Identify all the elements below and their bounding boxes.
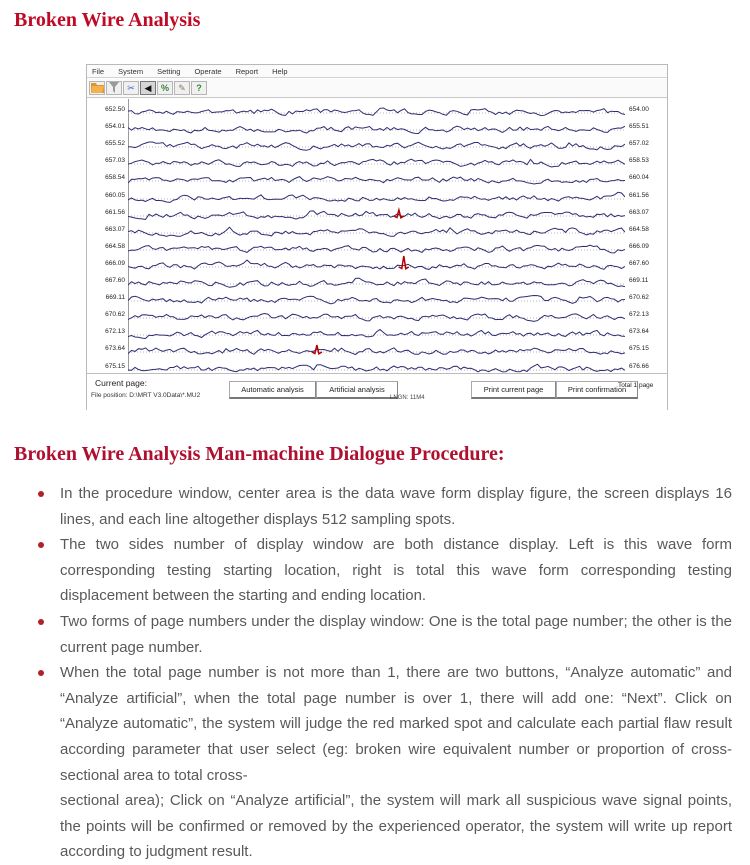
waveform-trace	[128, 169, 625, 186]
help-icon: ?	[196, 83, 202, 93]
toolbar	[87, 79, 667, 98]
end-distance-label: 660.04	[629, 174, 649, 182]
waveform-trace	[128, 238, 625, 255]
scissors-icon: ✂	[127, 83, 135, 93]
toolbar-button-open-folder[interactable]	[89, 81, 105, 95]
waveform-row	[87, 152, 667, 169]
end-distance-label: 670.62	[629, 294, 649, 302]
menu-item-file[interactable]: File	[92, 67, 105, 76]
signal-line	[128, 210, 625, 219]
menu-item-help[interactable]: Help	[272, 67, 288, 76]
red-mark	[394, 210, 404, 218]
waveform-trace	[128, 152, 625, 169]
start-distance-label: 669.11	[105, 294, 125, 302]
back-arrow-icon: ◀	[144, 83, 152, 93]
waveform-row	[87, 255, 667, 272]
signal-line	[128, 177, 625, 184]
signal-line	[128, 126, 625, 133]
toolbar-button-funnel[interactable]	[106, 81, 122, 95]
start-distance-label: 661.56	[105, 208, 125, 216]
toolbar-button-scissors[interactable]	[123, 81, 139, 95]
start-distance-label: 672.13	[105, 328, 125, 336]
waveform-row	[87, 340, 667, 357]
start-distance-label: 660.05	[105, 191, 125, 199]
waveform-row	[87, 187, 667, 204]
end-distance-label: 654.00	[629, 106, 649, 113]
start-distance-label: 655.52	[105, 140, 125, 148]
start-distance-label: 663.07	[105, 225, 125, 233]
waveform-row	[87, 204, 667, 221]
waveform-trace	[128, 101, 625, 118]
waveform-trace	[128, 118, 625, 135]
end-distance-label: 675.15	[629, 345, 649, 353]
waveform-row	[87, 135, 667, 152]
end-distance-label: 655.51	[629, 123, 649, 131]
waveform-display	[87, 99, 667, 373]
waveform-trace	[128, 340, 625, 357]
signal-line	[128, 314, 625, 322]
pen-icon: ✎	[178, 83, 186, 93]
app-window	[86, 64, 668, 410]
toolbar-button-pen[interactable]	[174, 81, 190, 95]
signal-line	[128, 192, 625, 202]
start-distance-label: 658.54	[105, 174, 125, 182]
signal-line	[128, 159, 625, 167]
waveform-trace	[128, 358, 625, 375]
waveform-trace	[128, 221, 625, 238]
signal-line	[128, 330, 625, 339]
start-distance-label: 657.03	[105, 157, 125, 165]
signal-line	[128, 364, 625, 372]
waveform-trace	[128, 306, 625, 323]
status-text: LNGN: 11M4	[390, 395, 425, 401]
menu-item-system[interactable]: System	[118, 67, 144, 76]
signal-line	[128, 260, 625, 269]
menu-item-setting[interactable]: Setting	[157, 67, 181, 76]
start-distance-label: 673.64	[105, 345, 125, 353]
end-distance-label: 673.64	[629, 328, 649, 336]
start-distance-label: 664.58	[105, 242, 125, 250]
waveform-row	[87, 118, 667, 135]
total-pages-label: Total 1 page	[618, 382, 654, 389]
waveform-row	[87, 238, 667, 255]
waveform-trace	[128, 204, 625, 221]
waveform-trace	[128, 272, 625, 289]
waveform-row	[87, 323, 667, 340]
end-distance-label: 664.58	[629, 225, 649, 233]
print-confirmation-button[interactable]: Print confirmation	[556, 381, 638, 399]
menu-bar	[87, 65, 667, 78]
end-distance-label: 676.66	[629, 362, 649, 370]
toolbar-button-percent[interactable]	[157, 81, 173, 95]
percent-icon: %	[160, 83, 169, 93]
signal-line	[128, 227, 625, 236]
end-distance-label: 666.09	[629, 242, 649, 250]
signal-line	[128, 108, 625, 116]
section-heading: Broken Wire Analysis Man-machine Dialogue Procedure:	[14, 443, 505, 465]
page-title: Broken Wire Analysis	[14, 9, 201, 31]
list-item-text: In the procedure window, center area is the data wave form display figure, the screen displays 16 lines, and each line altogether displays 512 sampling spots.	[60, 485, 732, 528]
open-folder-icon	[91, 85, 104, 95]
list-item-text: When the total page number is not more than 1, there are two buttons, “Analyze automatic” and “Analyze artificial”, when the total page number is over 1, there will add one: “Next”. Click on “Analyze automatic”, the system will judge the red marked spot and calculate each partial flaw result according parameter that user select (eg: broken wire equivalent number or proportion of cross-sectional area to total cross-	[60, 664, 732, 784]
waveform-trace	[128, 289, 625, 306]
waveform-row	[87, 101, 667, 118]
start-distance-label: 666.09	[105, 259, 125, 267]
signal-line	[128, 348, 625, 355]
waveform-row	[87, 289, 667, 306]
signal-line	[128, 142, 625, 150]
list-item	[36, 532, 732, 609]
start-distance-label: 654.01	[105, 123, 125, 131]
waveform-trace	[128, 255, 625, 272]
signal-line	[128, 278, 625, 287]
waveform-row	[87, 358, 667, 375]
current-page-label: Current page:	[95, 378, 147, 388]
waveform-row	[87, 169, 667, 186]
list-item-text: sectional area); Click on “Analyze artificial”, the system will mark all suspicious wave signal points, the points will be confirmed or removed by the experienced operator, the system will write up report according to judgment result.	[60, 792, 732, 861]
artificial-analysis-button[interactable]: Artificial analysis	[316, 381, 398, 399]
end-distance-label: 672.13	[629, 311, 649, 319]
waveform-row	[87, 306, 667, 323]
automatic-analysis-button[interactable]: Automatic analysis	[229, 381, 316, 399]
menu-item-operate[interactable]: Operate	[194, 67, 222, 76]
list-item	[36, 609, 732, 660]
waveform-trace	[128, 187, 625, 204]
file-position-label: File position: D:\MRT V3.0Data\*.MU2	[91, 392, 201, 399]
start-distance-label: 675.15	[105, 362, 125, 370]
list-item	[36, 481, 732, 532]
end-distance-label: 661.56	[629, 191, 649, 199]
window-footer	[87, 373, 667, 411]
end-distance-label: 663.07	[629, 208, 649, 216]
signal-line	[128, 245, 625, 253]
end-distance-label: 658.53	[629, 157, 649, 165]
start-distance-label: 652.50	[105, 106, 125, 113]
waveform-trace	[128, 323, 625, 340]
waveform-trace	[128, 135, 625, 152]
signal-line	[128, 296, 625, 304]
start-distance-label: 670.62	[105, 311, 125, 319]
print-current-page-button[interactable]: Print current page	[471, 381, 556, 399]
procedure-list	[36, 481, 732, 865]
menu-item-report[interactable]: Report	[235, 67, 259, 76]
end-distance-label: 667.60	[629, 259, 649, 267]
start-distance-label: 667.60	[105, 277, 125, 284]
waveform-row	[87, 221, 667, 238]
list-item-text: Two forms of page numbers under the display window: One is the total page number; the other is the current page number.	[60, 612, 732, 656]
toolbar-button-help[interactable]	[191, 81, 207, 95]
list-item	[36, 660, 732, 865]
funnel-icon	[108, 85, 120, 95]
list-item-text: The two sides number of display window are both distance display. Left is this wave form corresponding testing starting location, right is total this wave form corresponding testing displacement between the starting and ending location.	[60, 536, 732, 605]
end-distance-label: 669.11	[629, 277, 649, 284]
toolbar-button-back-arrow[interactable]	[140, 81, 156, 95]
waveform-row	[87, 272, 667, 289]
end-distance-label: 657.02	[629, 140, 649, 148]
